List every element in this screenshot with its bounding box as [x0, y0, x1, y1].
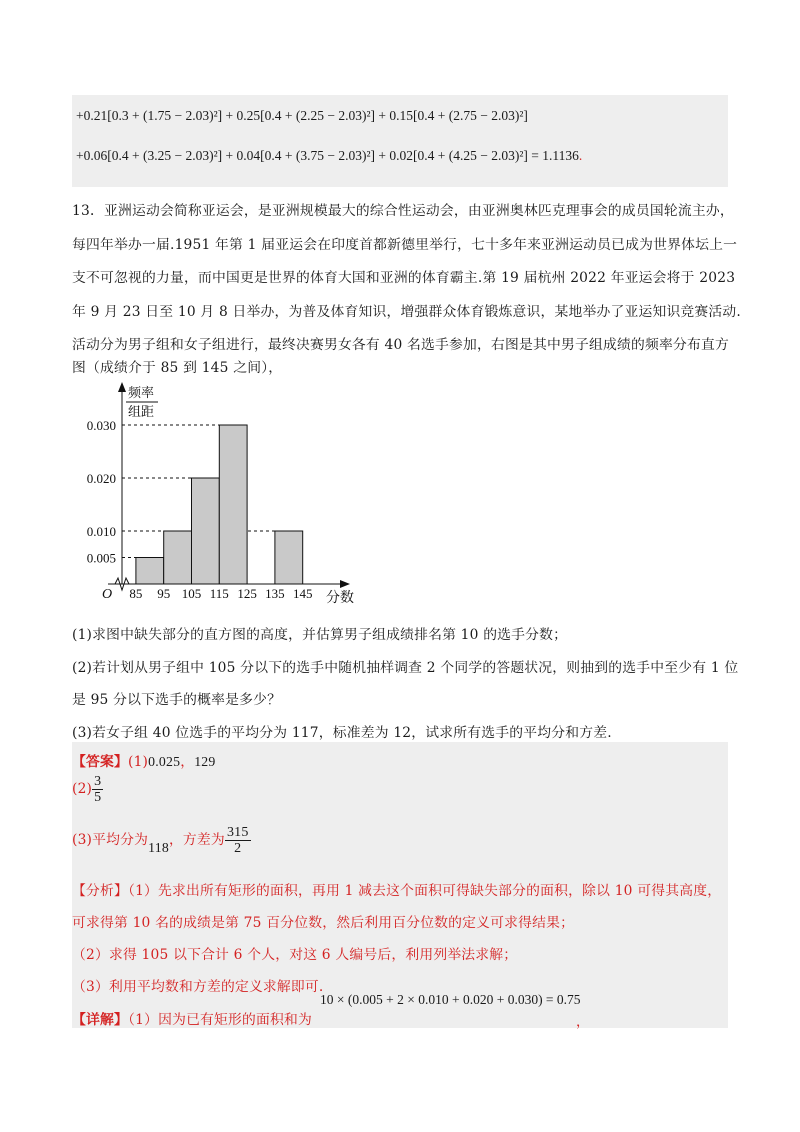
- problem-line-3: 支不可忽视的力量，而中国更是世界的体育大国和亚洲的体育霸主.第 19 届杭州 2022 年亚运会将于 2023: [72, 270, 736, 286]
- detail-formula: 10 × (0.005 + 2 × 0.010 + 0.020 + 0.030) = 0.75: [320, 992, 581, 1007]
- x-tick-label-135: 135: [265, 586, 285, 601]
- x-tick-label-105: 105: [181, 586, 202, 601]
- y-axis-arrow: [118, 382, 126, 392]
- y-tick-label-0.020: 0.020: [86, 471, 116, 486]
- problem-line-6: 图（成绩介于 85 到 145 之间），: [72, 360, 283, 376]
- answer-p3-mean: 118: [148, 840, 169, 855]
- answer-p3-num: 315: [226, 825, 249, 840]
- x-tick-label-145: 145: [292, 586, 313, 601]
- x-tick-label-95: 95: [157, 586, 171, 601]
- formula-line-2-text: +0.06[0.4 + (3.25 − 2.03)²] + 0.04[0.4 + (3.75 − 2.03)²] + 0.02[0.4 + (4.25 − 2.03)²] = 1.1136: [76, 148, 579, 163]
- ylabel-bottom: 组距: [128, 404, 155, 419]
- y-tick-label-0.030: 0.030: [86, 418, 116, 433]
- problem-line-5: 活动分为男子组和女子组进行，最终决赛男女各有 40 名选手参加，右图是其中男子组成绩的频率分布直方: [72, 337, 729, 353]
- histogram-bar-105-115: [192, 478, 220, 584]
- detail-text: （1）因为已有矩形的面积和为: [128, 1012, 313, 1028]
- formula-line-2: [76, 148, 582, 164]
- chart-marks: [87, 418, 313, 601]
- y-tick-label-0.005: 0.005: [86, 550, 116, 566]
- question-3: (3)若女子组 40 位选手的平均分为 117，标准差为 12，试求所有选手的平均分和方差.: [72, 725, 612, 741]
- histogram-bar-115-125: [219, 425, 247, 584]
- answer-line-2: [72, 774, 103, 805]
- x-axis-arrow: [340, 580, 350, 588]
- answer-line-1: [72, 750, 216, 770]
- histogram-bar-135-145: [275, 531, 303, 584]
- answer-p3-label: (3)平均分为: [72, 832, 149, 848]
- answer-p2-num: 3: [94, 774, 102, 789]
- formula-line-2-end: .: [578, 148, 583, 163]
- analysis-line-4: （3）利用平均数和方差的定义求解即可.: [72, 979, 324, 995]
- x-tick-label-115: 115: [209, 586, 229, 601]
- problem-line-1: 13．亚洲运动会简称亚运会，是亚洲规模最大的综合性运动会，由亚洲奥林匹克理事会的成员国轮流主办，: [72, 203, 734, 219]
- answer-p1-value2: 129: [194, 754, 216, 769]
- analysis-line-2: 可求得第 10 名的成绩是第 75 百分位数，然后利用百分位数的定义可求得结果；: [72, 915, 575, 931]
- answer-line-3: [72, 825, 251, 856]
- question-2-cont: 是 95 分以下选手的概率是多少？: [72, 692, 282, 708]
- answer-p3-mid: ，方差为: [168, 832, 225, 848]
- analysis-line-3: （2）求得 105 以下合计 6 个人，对这 6 人编号后，利用列举法求解；: [72, 947, 518, 963]
- answer-p1-value: 0.025: [148, 754, 181, 769]
- histogram-chart: [60, 378, 380, 610]
- detail-line: [72, 1008, 312, 1028]
- answer-p2-fraction: [92, 774, 103, 805]
- answer-p2-den: 5: [94, 790, 102, 805]
- answer-p3-fraction: [225, 825, 251, 856]
- answer-p1-label: (1): [128, 754, 149, 770]
- answer-p1-sep: ，: [180, 754, 195, 770]
- answer-p2-label: (2): [72, 781, 93, 797]
- answer-tag: 【答案】: [72, 754, 128, 770]
- ylabel-top: 频率: [128, 385, 155, 400]
- x-tick-label-85: 85: [129, 586, 143, 601]
- problem-line-4: 年 9 月 23 日至 10 月 8 日举办，为普及体育知识，增强群众体育锻炼意识，某地举办了亚运知识竞赛活动.: [72, 304, 742, 320]
- formula-line-1: +0.21[0.3 + (1.75 − 2.03)²] + 0.25[0.4 + (2.25 − 2.03)²] + 0.15[0.4 + (2.75 − 2.03)²]: [76, 108, 528, 123]
- detail-tag: 【详解】: [72, 1012, 128, 1028]
- answer-p3-den: 2: [234, 841, 242, 856]
- xlabel: 分数: [326, 591, 354, 606]
- problem-line-2: 每四年举办一届.1951 年第 1 届亚运会在印度首都新德里举行，七十多年来亚洲运动员已成为世界体坛上一: [72, 237, 738, 253]
- y-tick-label-0.010: 0.010: [86, 524, 116, 539]
- histogram-bar-85-95: [136, 558, 164, 585]
- question-1: (1)求图中缺失部分的直方图的高度，并估算男子组成绩排名第 10 的选手分数；: [72, 627, 568, 643]
- detail-end: ，: [576, 1014, 590, 1029]
- origin-label: O: [102, 587, 113, 602]
- x-tick-label-125: 125: [237, 586, 257, 601]
- analysis-line-1: 【分析】（1）先求出所有矩形的面积，再用 1 减去这个面积可得缺失部分的面积，除以 10 可得其高度，: [72, 883, 722, 899]
- question-2: (2)若计划从男子组中 105 分以下的选手中随机抽样调查 2 个同学的答题状况，则抽到的选手中至少有 1 位: [72, 660, 739, 676]
- histogram-bar-95-105: [164, 531, 192, 584]
